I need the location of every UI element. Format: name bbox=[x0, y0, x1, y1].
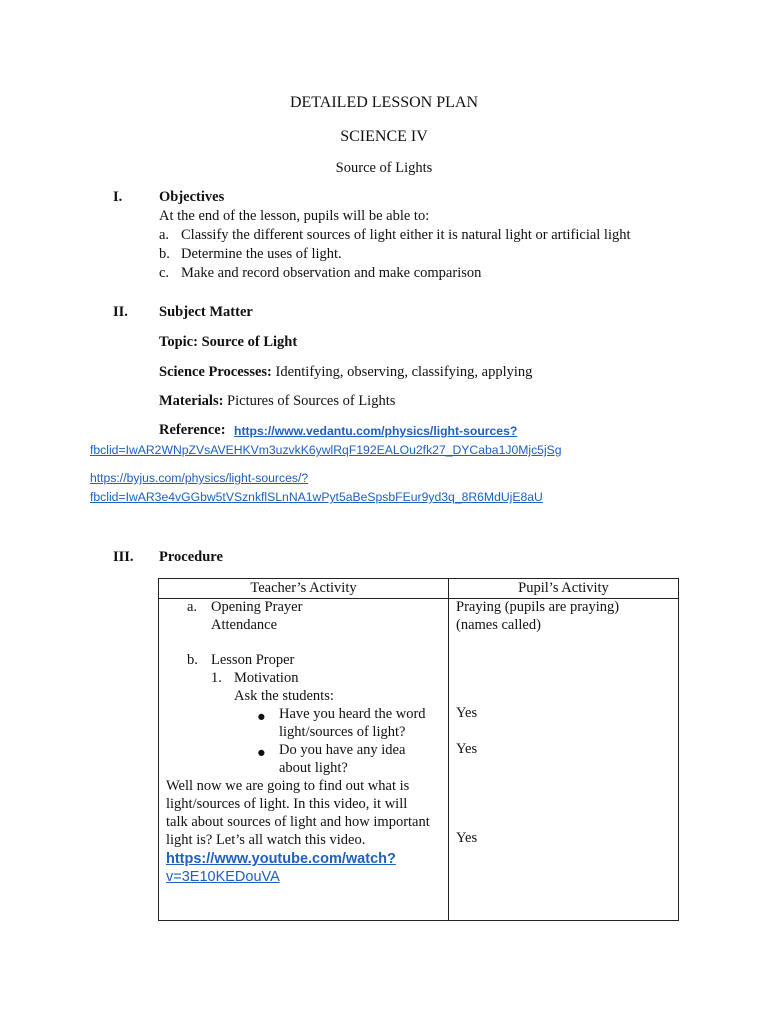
procedure-table-row bbox=[159, 599, 679, 921]
bullet-1: ● bbox=[257, 709, 266, 725]
video-intro-line2: light/sources of light. In this video, it will bbox=[166, 796, 408, 812]
objective-c-marker: c. bbox=[159, 265, 170, 281]
opening-prayer: Opening Prayer bbox=[211, 599, 303, 615]
science-processes-line bbox=[159, 364, 532, 381]
question-1-line1: Have you heard the word bbox=[279, 706, 426, 722]
subject-title: SCIENCE IV bbox=[340, 128, 428, 145]
pupil-response-names: (names called) bbox=[456, 617, 541, 633]
teacher-activity-header: Teacher’s Activity bbox=[159, 579, 449, 599]
processes-label: Science Processes: bbox=[159, 364, 272, 380]
pupil-activity-header: Pupil’s Activity bbox=[449, 579, 679, 599]
objectives-numeral: I. bbox=[113, 189, 123, 205]
question-2-line2: about light? bbox=[279, 760, 348, 776]
question-1-line2: light/sources of light? bbox=[279, 724, 406, 740]
objectives-heading: Objectives bbox=[159, 189, 225, 205]
materials-line bbox=[159, 393, 395, 410]
bullet-2: ● bbox=[257, 745, 266, 761]
procedure-table bbox=[158, 578, 679, 921]
video-intro-line4: light is? Let’s all watch this video. bbox=[166, 832, 366, 848]
step-a-marker: a. bbox=[187, 599, 198, 615]
objective-b-marker: b. bbox=[159, 246, 170, 262]
objective-c-text: Make and record observation and make comparison bbox=[181, 265, 482, 281]
pupil-response-praying: Praying (pupils are praying) bbox=[456, 599, 620, 615]
video-link-line1[interactable]: https://www.youtube.com/watch? bbox=[166, 851, 396, 867]
subject-matter-heading: Subject Matter bbox=[159, 304, 253, 320]
reference-link-1-line2[interactable]: fbclid=IwAR2WNpZVsAVEHKVm3uzvkK6ywlRqF192EALOu2fk27_DYCaba1J0Mjc5jSg bbox=[90, 443, 562, 457]
lesson-proper: Lesson Proper bbox=[211, 652, 295, 668]
objective-a-text: Classify the different sources of light either it is natural light or artificial light bbox=[181, 227, 631, 243]
reference-link-2-line1[interactable]: https://byjus.com/physics/light-sources/? bbox=[90, 471, 309, 485]
pupil-response-yes-1: Yes bbox=[456, 705, 478, 721]
objective-a-marker: a. bbox=[159, 227, 170, 243]
question-2-line1: Do you have any idea bbox=[279, 742, 406, 758]
topic-title: Source of Lights bbox=[335, 160, 433, 176]
processes-value: Identifying, observing, classifying, applying bbox=[275, 364, 533, 380]
subject-matter-numeral: II. bbox=[113, 304, 128, 320]
attendance: Attendance bbox=[211, 617, 278, 633]
document-title: DETAILED LESSON PLAN bbox=[289, 94, 479, 111]
materials-value: Pictures of Sources of Lights bbox=[227, 393, 396, 409]
reference-link-1-line1[interactable]: https://www.vedantu.com/physics/light-sources? bbox=[234, 424, 518, 438]
reference-label: Reference: bbox=[159, 422, 226, 438]
video-intro-line1: Well now we are going to find out what is bbox=[166, 778, 410, 794]
procedure-heading: Procedure bbox=[159, 549, 223, 565]
ask-students: Ask the students: bbox=[234, 688, 334, 704]
procedure-numeral: III. bbox=[113, 549, 134, 565]
topic-label: Topic: Source of Light bbox=[159, 334, 298, 350]
motivation-label: Motivation bbox=[234, 670, 299, 686]
video-link-line2[interactable]: v=3E10KEDouVA bbox=[166, 869, 280, 885]
objectives-intro: At the end of the lesson, pupils will be able to: bbox=[159, 208, 430, 224]
materials-label: Materials: bbox=[159, 393, 224, 409]
objective-b-text: Determine the uses of light. bbox=[181, 246, 342, 262]
teacher-activity-cell bbox=[159, 599, 449, 921]
step-b-marker: b. bbox=[187, 652, 198, 668]
video-intro-line3: talk about sources of light and how important bbox=[166, 814, 430, 830]
pupil-response-yes-2: Yes bbox=[456, 741, 478, 757]
pupil-activity-cell bbox=[449, 599, 679, 921]
reference-link-2-line2[interactable]: fbclid=IwAR3e4vGGbw5tVSznkflSLnNA1wPyt5aBeSpsbFEur9yd3q_8R6MdUjE8aU bbox=[90, 490, 543, 504]
procedure-table-header-row bbox=[159, 579, 679, 599]
pupil-response-yes-3: Yes bbox=[456, 830, 478, 846]
motivation-marker: 1. bbox=[211, 670, 222, 686]
